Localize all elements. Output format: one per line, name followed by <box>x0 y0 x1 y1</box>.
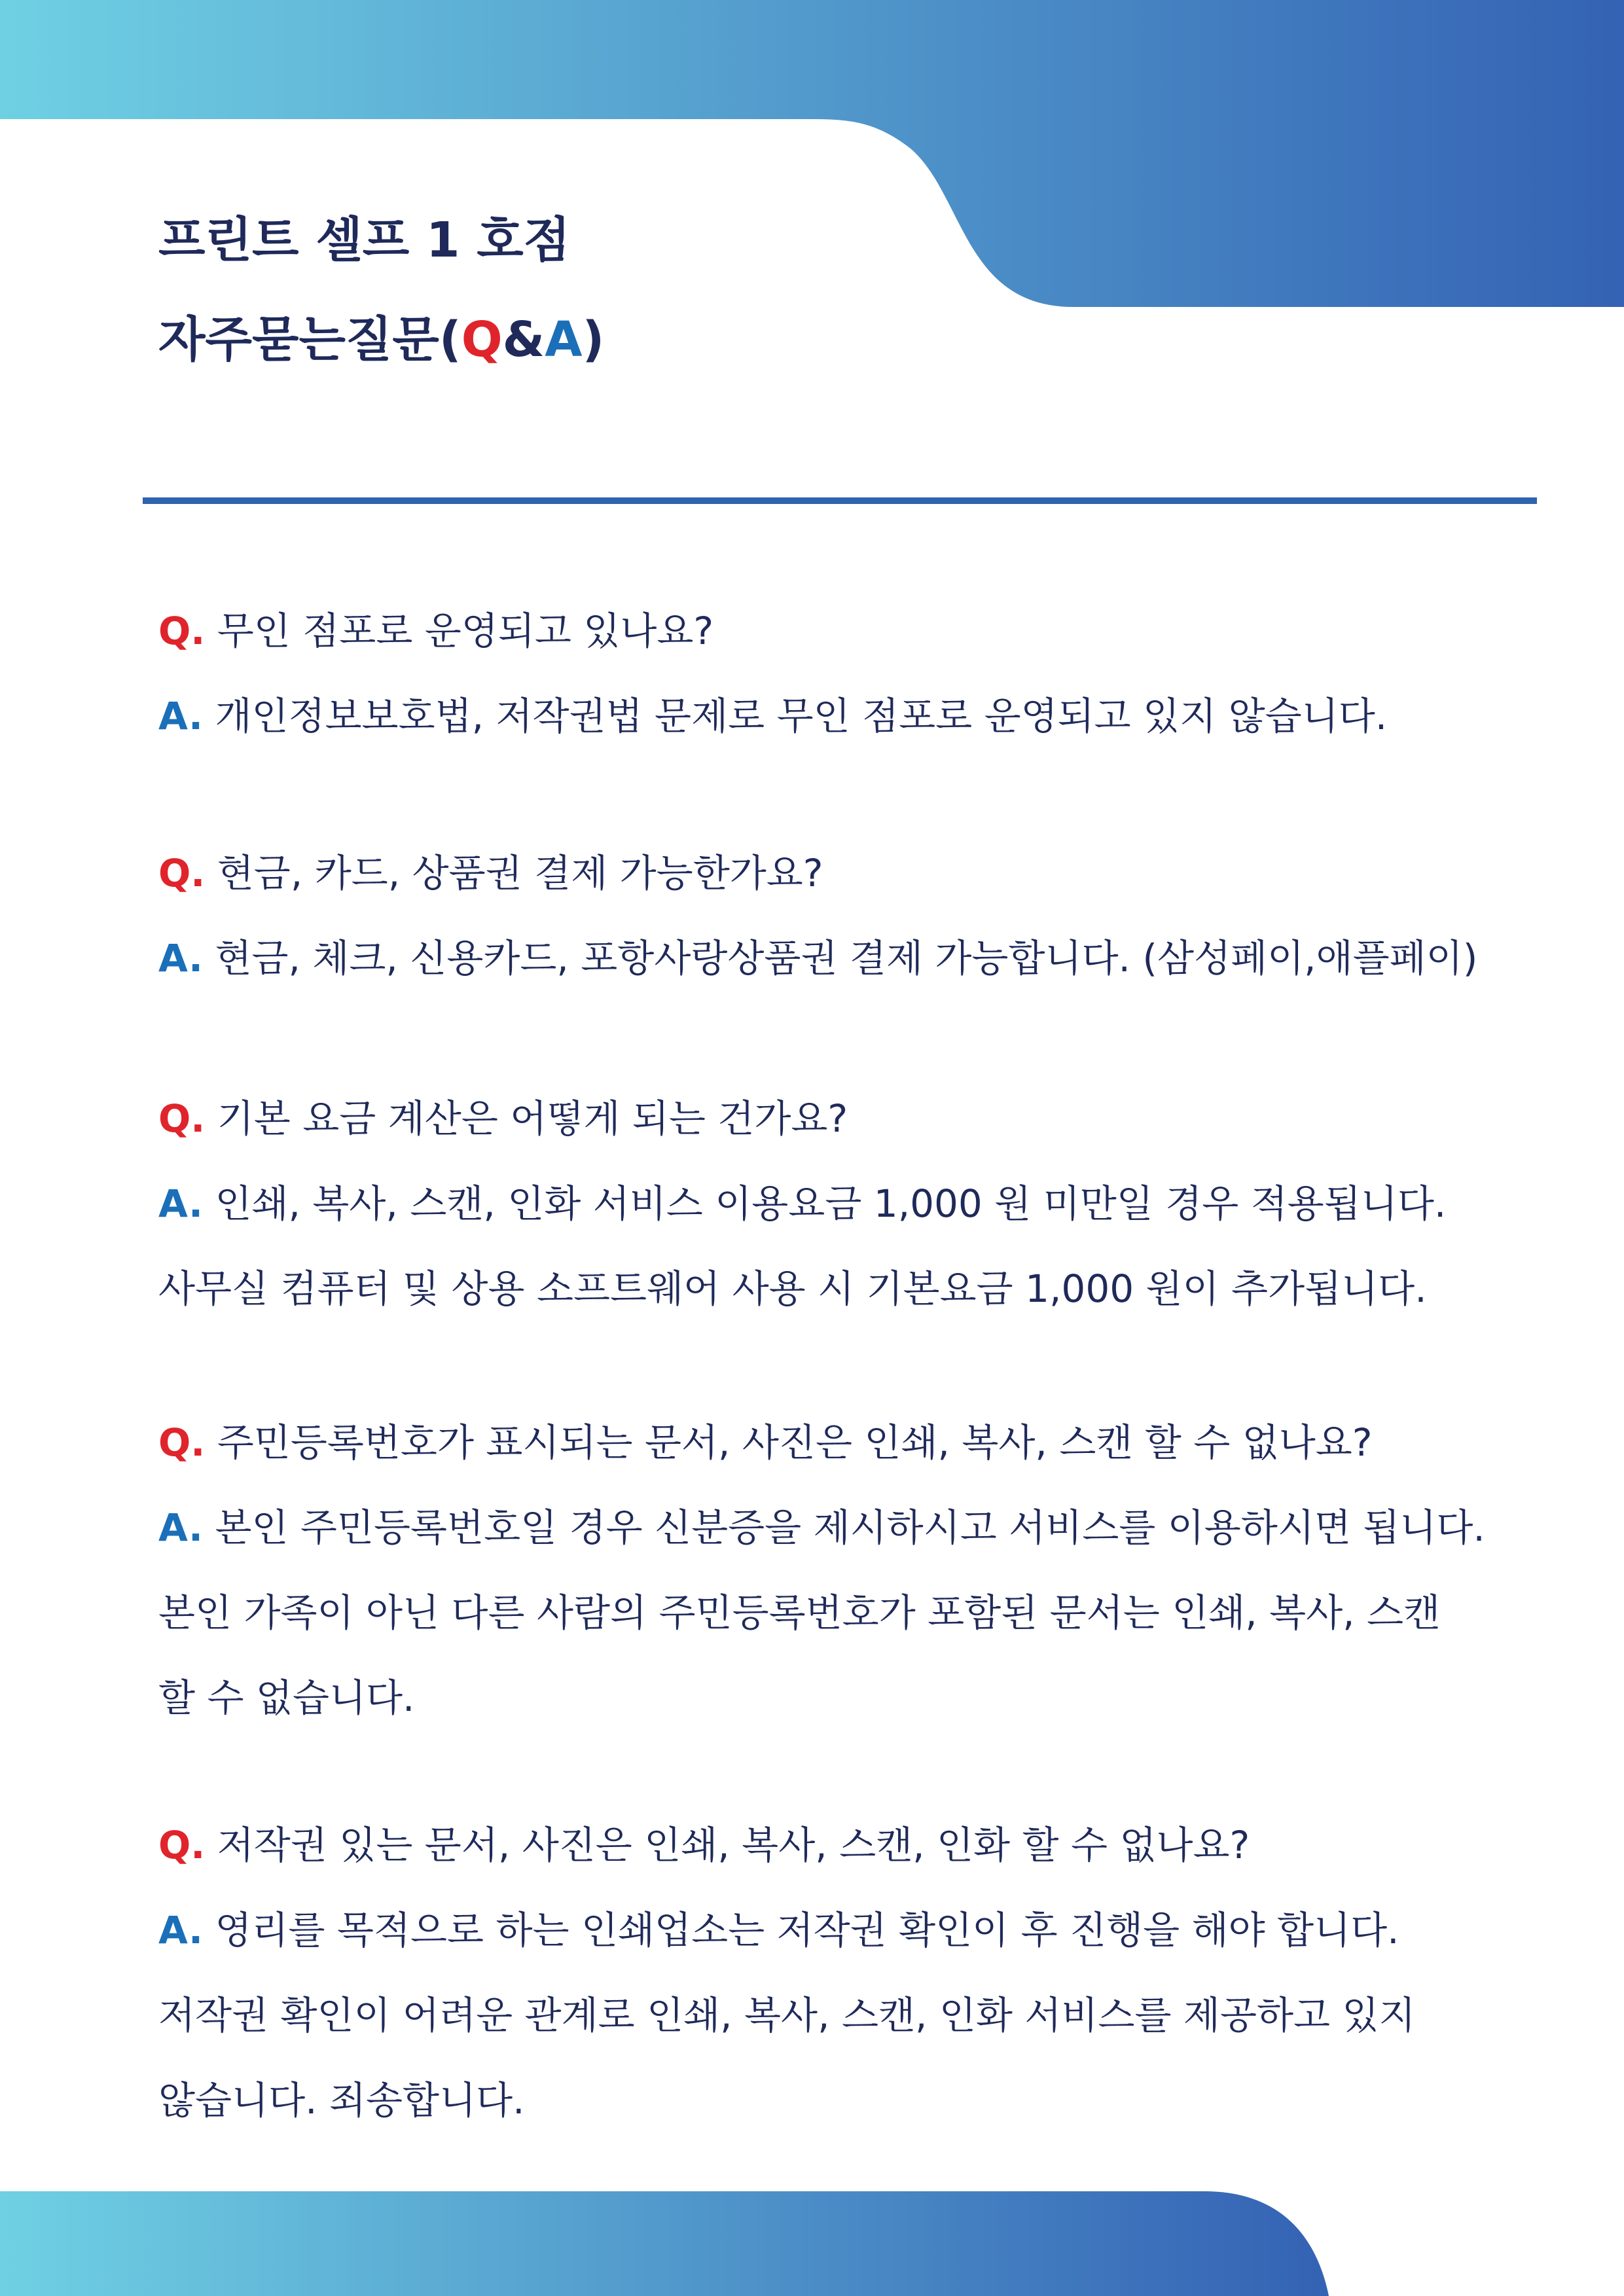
faq-item <box>158 1096 1566 1311</box>
a-label: A. <box>158 1181 203 1226</box>
faq-question <box>158 609 1566 653</box>
q-label: Q. <box>158 1096 206 1141</box>
page-title <box>158 212 605 368</box>
answer-text: 영리를 목적으로 하는 인쇄업소는 저작권 확인이 후 진행을 해야 합니다. <box>215 1908 1399 1952</box>
q-label: Q. <box>158 609 206 653</box>
faq-answer <box>158 1505 1566 1550</box>
answer-text: 본인 주민등록번호일 경우 신분증을 제시하시고 서비스를 이용하시면 됩니다. <box>215 1505 1485 1550</box>
faq-heading-text: 자주묻는질문( <box>158 312 461 368</box>
faq-item <box>158 1823 1566 2123</box>
a-label: A. <box>158 1908 203 1952</box>
q-label: Q. <box>158 1420 206 1465</box>
faq-answer <box>158 1908 1566 1952</box>
faq-heading <box>158 312 605 368</box>
question-text: 기본 요금 계산은 어떻게 되는 건가요? <box>217 1096 848 1141</box>
faq-answer <box>158 694 1566 738</box>
faq-question <box>158 851 1566 895</box>
faq-item <box>158 851 1566 980</box>
heading-a-letter: A <box>545 312 583 368</box>
faq-item <box>158 609 1566 738</box>
question-text: 무인 점포로 운영되고 있나요? <box>217 609 714 653</box>
a-label: A. <box>158 694 203 738</box>
footer-decoration <box>0 2179 1624 2296</box>
question-text: 저작권 있는 문서, 사진은 인쇄, 복사, 스캔, 인화 할 수 없나요? <box>217 1823 1250 1867</box>
faq-answer <box>158 1181 1566 1226</box>
answer-text: 인쇄, 복사, 스캔, 인화 서비스 이용요금 1,000 원 미만일 경우 적용됩니다. <box>215 1181 1447 1226</box>
answer-text: 현금, 체크, 신용카드, 포항사랑상품권 결제 가능합니다. (삼성페이,애플페이) <box>215 936 1478 980</box>
q-label: Q. <box>158 1823 206 1867</box>
q-label: Q. <box>158 851 206 895</box>
faq-answer <box>158 936 1566 980</box>
faq-question <box>158 1420 1566 1465</box>
faq-answer-continued: 않습니다. 죄송합니다. <box>158 2078 525 2123</box>
faq-question <box>158 1096 1566 1141</box>
answer-text: 개인정보보호법, 저작권법 문제로 무인 점포로 운영되고 있지 않습니다. <box>215 694 1388 738</box>
a-label: A. <box>158 936 203 980</box>
faq-question <box>158 1823 1566 1867</box>
heading-q-letter: Q <box>461 312 503 368</box>
question-text: 현금, 카드, 상품권 결제 가능한가요? <box>217 851 823 895</box>
store-name: 프린트 셀프 1 호점 <box>158 212 571 268</box>
heading-close-paren: ) <box>582 312 605 368</box>
faq-answer-continued: 저작권 확인이 어려운 관계로 인쇄, 복사, 스캔, 인화 서비스를 제공하고 있지 <box>158 1993 1416 2037</box>
faq-answer-continued: 사무실 컴퓨터 및 상용 소프트웨어 사용 시 기본요금 1,000 원이 추가됩니다. <box>158 1266 1427 1311</box>
a-label: A. <box>158 1505 203 1550</box>
question-text: 주민등록번호가 표시되는 문서, 사진은 인쇄, 복사, 스캔 할 수 없나요? <box>217 1420 1373 1465</box>
faq-answer-continued: 할 수 없습니다. <box>158 1676 415 1720</box>
heading-ampersand: & <box>502 312 545 368</box>
faq-item <box>158 1420 1566 1720</box>
faq-answer-continued: 본인 가족이 아닌 다른 사람의 주민등록번호가 포함된 문서는 인쇄, 복사, 스캔 <box>158 1590 1441 1635</box>
title-divider <box>143 497 1537 504</box>
